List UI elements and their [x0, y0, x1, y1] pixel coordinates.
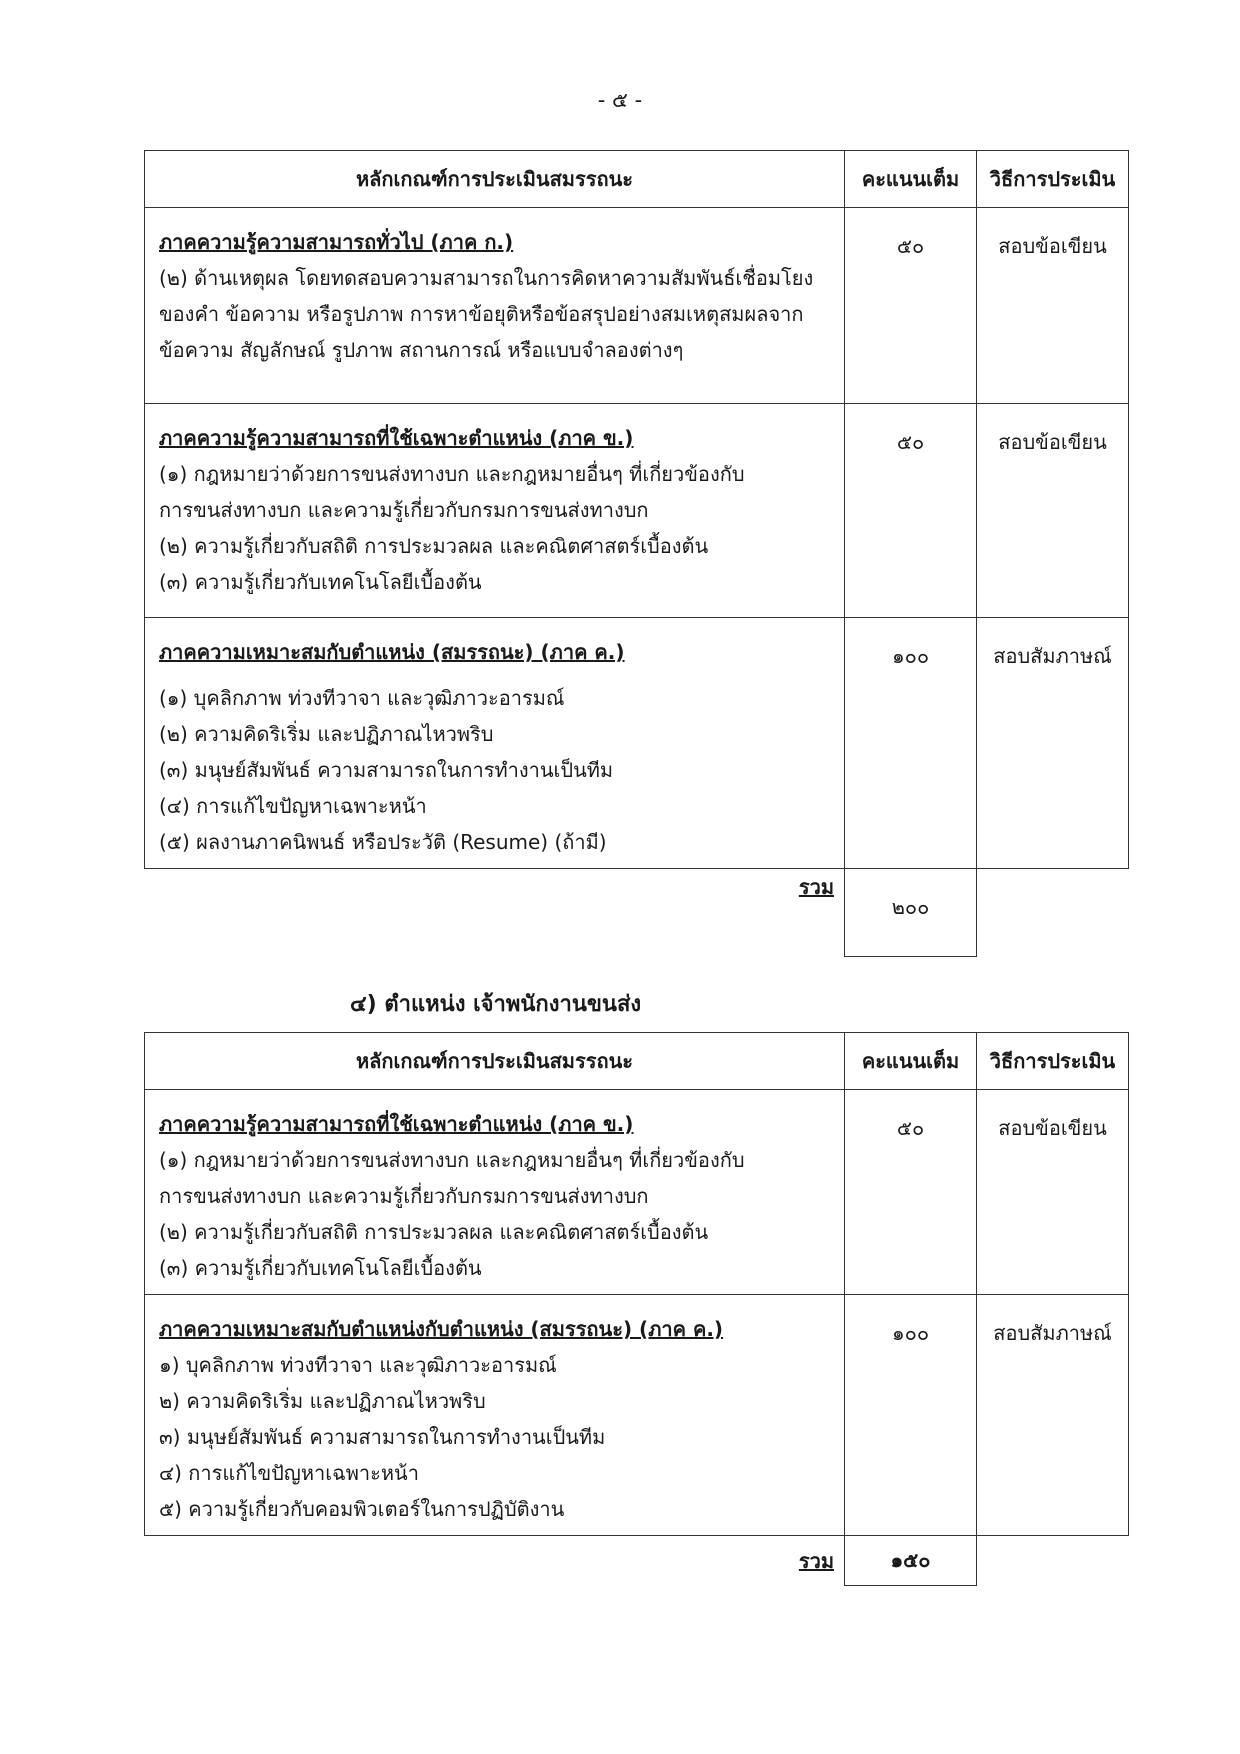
criteria-line: ๔) การแก้ไขปัญหาเฉพาะหน้า	[159, 1461, 419, 1485]
header-full-score: คะแนนเต็ม	[845, 151, 977, 208]
criteria-line: (๑) กฎหมายว่าด้วยการขนส่งทางบก และกฎหมายอื่นๆ ที่เกี่ยวข้องกับ	[159, 1148, 745, 1172]
header-method: วิธีการประเมิน	[977, 1033, 1129, 1090]
score-cell: ๑๐๐	[845, 618, 977, 869]
table-header-row	[145, 1033, 1129, 1090]
criteria-line: การขนส่งทางบก และความรู้เกี่ยวกับกรมการขนส่งทางบก	[159, 498, 649, 522]
criteria-line: ข้อความ สัญลักษณ์ รูปภาพ สถานการณ์ หรือแบบจำลองต่างๆ	[159, 338, 684, 362]
criteria-line: (๒) ความรู้เกี่ยวกับสถิติ การประมวลผล และคณิตศาสตร์เบื้องต้น	[159, 1220, 709, 1244]
page-number: - ๕ -	[597, 88, 643, 112]
table-row	[145, 208, 1129, 404]
criteria-cell	[145, 1090, 845, 1295]
criteria-cell	[145, 618, 845, 869]
criteria-line: (๒) ความรู้เกี่ยวกับสถิติ การประมวลผล และคณิตศาสตร์เบื้องต้น	[159, 534, 709, 558]
total-label: รวม	[798, 875, 834, 899]
criteria-line: (๒) ความคิดริเริ่ม และปฏิภาณไหวพริบ	[159, 722, 494, 746]
part-heading: ภาคความรู้ความสามารถที่ใช้เฉพาะตำแหน่ง (ภาค ข.)	[159, 1112, 634, 1136]
table-row	[145, 1090, 1129, 1295]
part-heading: ภาคความเหมาะสมกับตำแหน่ง (สมรรถนะ) (ภาค ค.)	[159, 640, 625, 664]
criteria-cell	[145, 404, 845, 618]
table-row	[145, 618, 1129, 869]
score-cell: ๑๐๐	[845, 1295, 977, 1536]
method-cell: สอบข้อเขียน	[977, 208, 1129, 404]
criteria-line: ๕) ความรู้เกี่ยวกับคอมพิวเตอร์ในการปฏิบัติงาน	[159, 1497, 565, 1521]
header-full-score: คะแนนเต็ม	[845, 1033, 977, 1090]
criteria-line: การขนส่งทางบก และความรู้เกี่ยวกับกรมการขนส่งทางบก	[159, 1184, 649, 1208]
criteria-line: (๓) มนุษย์สัมพันธ์ ความสามารถในการทำงานเป็นทีม	[159, 758, 614, 782]
header-method: วิธีการประเมิน	[977, 151, 1129, 208]
criteria-table-2	[144, 1032, 1129, 1586]
total-row	[145, 869, 1129, 957]
total-score: ๑๕๐	[845, 1536, 977, 1586]
criteria-line: (๒) ด้านเหตุผล โดยทดสอบความสามารถในการคิดหาความสัมพันธ์เชื่อมโยง	[159, 266, 814, 290]
section-title: ๔) ตำแหน่ง เจ้าพนักงานขนส่ง	[350, 992, 642, 1017]
header-criteria: หลักเกณฑ์การประเมินสมรรถนะ	[145, 151, 845, 208]
criteria-line: ๑) บุคลิกภาพ ท่วงทีวาจา และวุฒิภาวะอารมณ์	[159, 1353, 557, 1377]
header-criteria: หลักเกณฑ์การประเมินสมรรถนะ	[145, 1033, 845, 1090]
criteria-line: ๒) ความคิดริเริ่ม และปฏิภาณไหวพริบ	[159, 1389, 486, 1413]
criteria-cell	[145, 208, 845, 404]
part-heading: ภาคความเหมาะสมกับตำแหน่งกับตำแหน่ง (สมรรถนะ) (ภาค ค.)	[159, 1317, 724, 1341]
criteria-cell	[145, 1295, 845, 1536]
method-cell: สอบข้อเขียน	[977, 404, 1129, 618]
criteria-line: (๕) ผลงานภาคนิพนธ์ หรือประวัติ (Resume) (ถ้ามี)	[159, 830, 607, 854]
method-cell: สอบข้อเขียน	[977, 1090, 1129, 1295]
criteria-line: (๔) การแก้ไขปัญหาเฉพาะหน้า	[159, 794, 427, 818]
criteria-line: ของคำ ข้อความ หรือรูปภาพ การหาข้อยุติหรือข้อสรุปอย่างสมเหตุสมผลจาก	[159, 302, 804, 326]
total-label-cell	[145, 869, 845, 957]
score-cell: ๕๐	[845, 1090, 977, 1295]
criteria-line: ๓) มนุษย์สัมพันธ์ ความสามารถในการทำงานเป็นทีม	[159, 1425, 606, 1449]
total-score: ๒๐๐	[845, 869, 977, 957]
total-label-cell	[145, 1536, 845, 1586]
method-cell: สอบสัมภาษณ์	[977, 618, 1129, 869]
method-cell: สอบสัมภาษณ์	[977, 1295, 1129, 1536]
total-row	[145, 1536, 1129, 1586]
criteria-line: (๓) ความรู้เกี่ยวกับเทคโนโลยีเบื้องต้น	[159, 570, 482, 594]
total-label: รวม	[798, 1548, 834, 1573]
criteria-line: (๑) บุคลิกภาพ ท่วงทีวาจา และวุฒิภาวะอารมณ์	[159, 686, 565, 710]
part-heading: ภาคความรู้ความสามารถที่ใช้เฉพาะตำแหน่ง (ภาค ข.)	[159, 426, 634, 450]
criteria-table-1	[144, 150, 1129, 957]
table-header-row	[145, 151, 1129, 208]
score-cell: ๕๐	[845, 404, 977, 618]
criteria-line: (๓) ความรู้เกี่ยวกับเทคโนโลยีเบื้องต้น	[159, 1256, 482, 1280]
table-row	[145, 1295, 1129, 1536]
score-cell: ๕๐	[845, 208, 977, 404]
part-heading: ภาคความรู้ความสามารถทั่วไป (ภาค ก.)	[159, 230, 514, 254]
table-row	[145, 404, 1129, 618]
criteria-line: (๑) กฎหมายว่าด้วยการขนส่งทางบก และกฎหมายอื่นๆ ที่เกี่ยวข้องกับ	[159, 462, 745, 486]
